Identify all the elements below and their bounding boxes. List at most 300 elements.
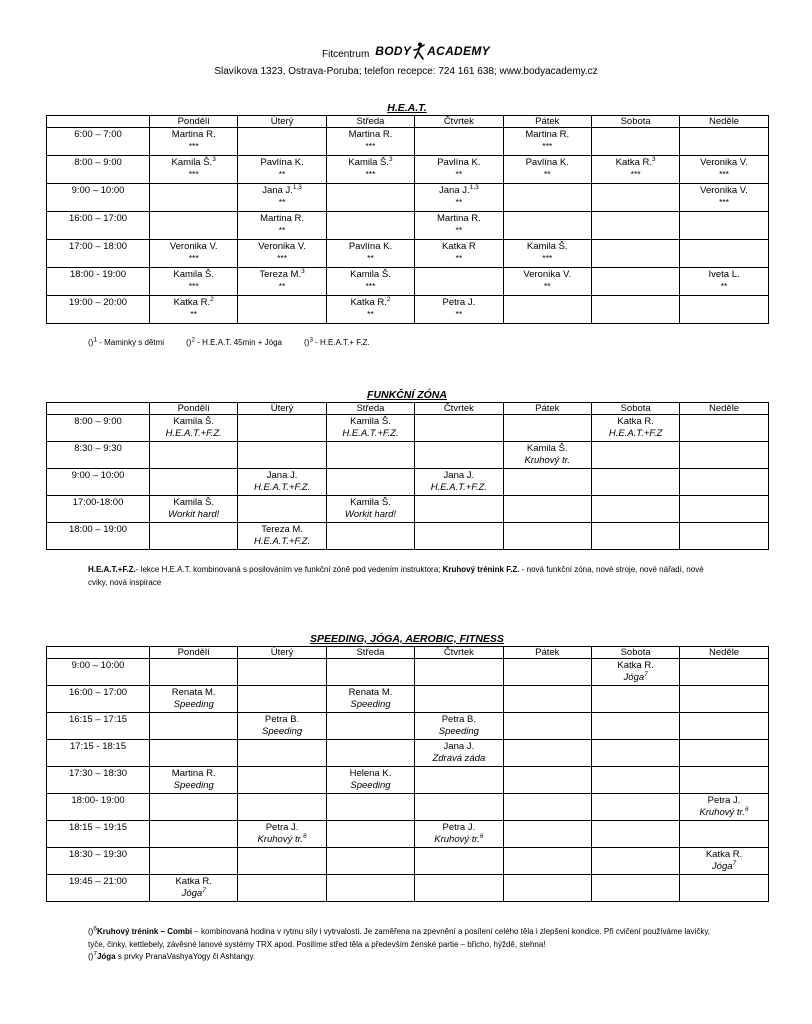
intensity-stars-text: ** bbox=[190, 309, 197, 319]
class-cell bbox=[326, 442, 414, 469]
class-type-text: Speeding bbox=[173, 699, 214, 710]
class-cell bbox=[503, 268, 591, 296]
day-header-cell: Středa bbox=[326, 116, 414, 128]
time-slot-cell: 8:00 – 9:00 bbox=[47, 156, 150, 184]
class-type bbox=[240, 834, 323, 846]
instructor-name bbox=[682, 849, 765, 861]
class-cell bbox=[680, 496, 768, 523]
intensity-stars-text: *** bbox=[542, 253, 553, 263]
instructor-name bbox=[329, 241, 412, 253]
class-cell bbox=[150, 713, 238, 740]
schedule-row bbox=[47, 442, 769, 469]
instructor-name-text: Veronika V. bbox=[258, 241, 306, 252]
heat-section bbox=[46, 102, 768, 324]
class-type-text: H.E.A.T.+F.Z. bbox=[430, 482, 487, 493]
class-cell bbox=[591, 128, 679, 156]
class-cell bbox=[150, 469, 238, 496]
class-cell bbox=[326, 268, 414, 296]
class-type-text: Workit hard! bbox=[344, 509, 397, 520]
class-cell bbox=[503, 156, 591, 184]
class-type bbox=[240, 726, 323, 738]
time-slot-cell: 17:00-18:00 bbox=[47, 496, 150, 523]
footnote-mark: 3 bbox=[212, 155, 216, 163]
class-type bbox=[682, 861, 765, 873]
instructor-name-text: Kamila Š. bbox=[350, 497, 391, 508]
class-cell bbox=[591, 415, 679, 442]
intensity-stars-text: *** bbox=[188, 169, 199, 179]
class-cell bbox=[503, 496, 591, 523]
legend-text: - H.E.A.T.+ F.Z. bbox=[315, 338, 370, 347]
instructor-name bbox=[240, 524, 323, 536]
class-cell bbox=[680, 740, 768, 767]
class-cell bbox=[238, 442, 326, 469]
intensity-stars bbox=[240, 197, 323, 208]
schedule-row bbox=[47, 128, 769, 156]
time-slot-cell: 9:00 – 10:00 bbox=[47, 469, 150, 496]
header-prefix: Fitcentrum bbox=[322, 49, 370, 60]
time-slot-cell: 16:00 – 17:00 bbox=[47, 686, 150, 713]
instructor-name bbox=[240, 241, 323, 253]
fz-note-text2: - nová funkční zóna, nové stroje, nové nářadí, nové cviky, nová inspirace bbox=[88, 565, 704, 587]
class-cell bbox=[326, 469, 414, 496]
instructor-name bbox=[329, 497, 412, 509]
class-cell bbox=[326, 659, 414, 686]
intensity-stars bbox=[417, 197, 500, 208]
instructor-name bbox=[329, 297, 412, 309]
instructor-name bbox=[417, 241, 500, 253]
instructor-name-text: Petra J. bbox=[442, 297, 476, 308]
class-type bbox=[417, 834, 500, 846]
class-type-text: Kruhový tr. bbox=[257, 834, 304, 845]
instructor-name bbox=[240, 185, 323, 197]
class-cell bbox=[680, 821, 768, 848]
instructor-name-text: Jana J. bbox=[262, 185, 293, 196]
instructor-name-text: Veronika V. bbox=[169, 241, 218, 252]
class-cell bbox=[238, 713, 326, 740]
instructor-name bbox=[417, 213, 500, 225]
fz-section bbox=[46, 389, 768, 550]
intensity-stars bbox=[417, 253, 500, 264]
instructor-name-text: Veronika V. bbox=[700, 157, 748, 168]
instructor-name-text: Kamila Š. bbox=[526, 241, 568, 252]
class-cell bbox=[326, 415, 414, 442]
footnote-mark: 7 bbox=[644, 670, 648, 678]
class-type-text: Workit hard! bbox=[168, 509, 220, 520]
class-cell bbox=[591, 875, 679, 902]
class-type-text: H.E.A.T.+F.Z. bbox=[342, 428, 399, 439]
class-type-text: Zdravá záda bbox=[432, 753, 486, 764]
class-cell bbox=[326, 212, 414, 240]
intensity-stars bbox=[152, 169, 235, 180]
intensity-stars bbox=[682, 197, 765, 208]
instructor-name-text: Katka R. bbox=[617, 660, 654, 671]
class-type-text: H.E.A.T.+F.Z. bbox=[165, 428, 222, 439]
time-slot-cell: 16:00 – 17:00 bbox=[47, 212, 150, 240]
instructor-name bbox=[682, 795, 765, 807]
instructor-name-text: Pavlína K. bbox=[260, 157, 304, 168]
instructor-name-text: Petra J. bbox=[707, 795, 741, 806]
intensity-stars-text: ** bbox=[543, 281, 551, 291]
instructor-name-text: Katka R. bbox=[350, 297, 387, 308]
sjaf-note-term2: Jóga bbox=[96, 952, 116, 961]
header-address: Slavíkova 1323, Ostrava-Poruba; telefon recepce: 724 161 638; www.bodyacademy.cz bbox=[214, 66, 598, 77]
instructor-name-text: Petra B. bbox=[264, 714, 300, 725]
instructor-name-text: Jana J. bbox=[266, 470, 298, 481]
schedule-row bbox=[47, 156, 769, 184]
class-cell bbox=[150, 128, 238, 156]
instructor-name bbox=[329, 768, 412, 780]
legend-mark: 2 bbox=[191, 336, 196, 344]
dancer-icon bbox=[413, 42, 425, 60]
class-cell bbox=[326, 156, 414, 184]
class-cell bbox=[503, 212, 591, 240]
time-slot-cell: 19:45 – 21:00 bbox=[47, 875, 150, 902]
class-cell bbox=[680, 128, 768, 156]
class-cell bbox=[326, 740, 414, 767]
instructor-name-text: Jana J. bbox=[443, 470, 475, 481]
intensity-stars-text: ** bbox=[455, 169, 463, 179]
class-cell bbox=[238, 686, 326, 713]
schedule-row bbox=[47, 794, 769, 821]
instructor-name bbox=[417, 157, 500, 169]
class-cell bbox=[238, 794, 326, 821]
instructor-name-text: Kamila Š. bbox=[171, 157, 213, 168]
legend-text: - Maminky s dětmi bbox=[99, 338, 165, 347]
footnote-mark: 2 bbox=[386, 295, 391, 303]
intensity-stars-text: *** bbox=[188, 281, 199, 291]
intensity-stars-text: *** bbox=[188, 253, 199, 263]
schedule-row bbox=[47, 821, 769, 848]
class-cell bbox=[150, 240, 238, 268]
intensity-stars bbox=[240, 253, 323, 264]
class-cell bbox=[150, 848, 238, 875]
class-cell bbox=[415, 875, 503, 902]
day-header-cell: Neděle bbox=[680, 647, 768, 659]
time-slot-cell: 8:30 – 9:30 bbox=[47, 442, 150, 469]
class-cell bbox=[503, 713, 591, 740]
day-header-cell: Sobota bbox=[591, 116, 679, 128]
instructor-name bbox=[152, 497, 235, 509]
instructor-name bbox=[152, 297, 235, 309]
intensity-stars-text: ** bbox=[455, 309, 463, 319]
schedule-row bbox=[47, 212, 769, 240]
instructor-name-text: Veronika V. bbox=[523, 269, 572, 280]
class-cell bbox=[238, 659, 326, 686]
class-cell bbox=[680, 296, 768, 324]
day-header-cell: Pondělí bbox=[150, 116, 238, 128]
instructor-name-text: Petra J. bbox=[265, 822, 299, 833]
class-cell bbox=[150, 659, 238, 686]
legend-item: ()$^3$ - H.E.A.T.+ F.Z. bbox=[303, 336, 370, 347]
day-header-cell: Středa bbox=[326, 403, 414, 415]
instructor-name bbox=[152, 269, 235, 281]
class-type bbox=[417, 753, 500, 765]
class-type-text: Jóga bbox=[181, 888, 203, 899]
intensity-stars bbox=[682, 281, 765, 292]
intensity-stars-text: ** bbox=[367, 253, 374, 263]
instructor-name bbox=[329, 129, 412, 141]
class-cell bbox=[150, 767, 238, 794]
schedule-row bbox=[47, 296, 769, 324]
instructor-name-text: Petra B. bbox=[441, 714, 477, 725]
day-header-cell: Pátek bbox=[503, 403, 591, 415]
class-cell bbox=[680, 442, 768, 469]
intensity-stars-text: ** bbox=[278, 169, 286, 179]
schedule-row bbox=[47, 686, 769, 713]
time-slot-cell: 19:00 – 20:00 bbox=[47, 296, 150, 324]
class-cell bbox=[150, 156, 238, 184]
class-cell bbox=[150, 415, 238, 442]
class-type-text: H.E.A.T.+F.Z. bbox=[253, 482, 311, 493]
class-cell bbox=[591, 523, 679, 550]
instructor-name-text: Iveta L. bbox=[708, 269, 740, 280]
instructor-name-text: Tereza M. bbox=[259, 269, 302, 280]
time-slot-cell: 16:15 – 17:15 bbox=[47, 713, 150, 740]
sjaf-note-mark1: 6 bbox=[93, 925, 97, 933]
instructor-name bbox=[417, 185, 500, 197]
sjaf-section bbox=[46, 633, 768, 902]
instructor-name-text: Kamila Š. bbox=[350, 416, 391, 427]
intensity-stars bbox=[417, 225, 500, 236]
footnote-mark: 3 bbox=[652, 155, 656, 163]
class-cell bbox=[238, 848, 326, 875]
time-slot-cell: 18:15 – 19:15 bbox=[47, 821, 150, 848]
instructor-name-text: Kamila Š. bbox=[526, 443, 568, 454]
class-type bbox=[594, 672, 677, 684]
class-cell bbox=[680, 184, 768, 212]
instructor-name-text: Kamila Š. bbox=[173, 269, 215, 280]
intensity-stars-text: *** bbox=[277, 253, 288, 263]
class-cell bbox=[238, 415, 326, 442]
intensity-stars-text: ** bbox=[278, 281, 286, 291]
day-header-cell: Neděle bbox=[680, 116, 768, 128]
class-cell bbox=[238, 523, 326, 550]
time-slot-cell: 9:00 – 10:00 bbox=[47, 184, 150, 212]
class-cell bbox=[680, 686, 768, 713]
instructor-name-text: Tereza M. bbox=[261, 524, 303, 535]
class-type bbox=[329, 428, 412, 440]
class-type-text: Speeding bbox=[173, 780, 214, 791]
instructor-name bbox=[329, 416, 412, 428]
intensity-stars bbox=[152, 281, 235, 292]
class-cell bbox=[415, 156, 503, 184]
class-cell bbox=[680, 875, 768, 902]
class-cell bbox=[326, 821, 414, 848]
instructor-name-text: Jana J. bbox=[439, 185, 470, 196]
class-cell bbox=[415, 415, 503, 442]
class-cell bbox=[150, 496, 238, 523]
class-cell bbox=[415, 212, 503, 240]
class-cell bbox=[415, 821, 503, 848]
class-type bbox=[240, 482, 323, 494]
instructor-name-text: Kamila Š. bbox=[348, 157, 389, 168]
class-cell bbox=[503, 184, 591, 212]
instructor-name bbox=[682, 185, 765, 197]
instructor-name-text: Katka R. bbox=[615, 157, 653, 168]
heat-legend bbox=[88, 337, 370, 350]
sjaf-title: SPEEDING, JÓGA, AEROBIC, FITNESS bbox=[310, 633, 504, 645]
heat-schedule-table bbox=[46, 115, 769, 324]
instructor-name-text: Martina R. bbox=[171, 768, 216, 779]
schedule-row bbox=[47, 469, 769, 496]
header-time-corner bbox=[47, 116, 150, 128]
instructor-name bbox=[506, 443, 589, 455]
schedule-row bbox=[47, 875, 769, 902]
class-cell bbox=[150, 794, 238, 821]
footnote-mark: 3 bbox=[388, 155, 393, 163]
class-cell bbox=[326, 848, 414, 875]
instructor-name-text: Katka R bbox=[441, 241, 476, 252]
class-type bbox=[329, 699, 412, 711]
footnote-mark: 7 bbox=[732, 859, 737, 867]
schedule-row bbox=[47, 713, 769, 740]
class-cell bbox=[150, 821, 238, 848]
class-cell bbox=[503, 848, 591, 875]
class-cell bbox=[238, 128, 326, 156]
class-type-text: Jóga bbox=[623, 672, 645, 683]
day-header-cell: Úterý bbox=[238, 647, 326, 659]
instructor-name bbox=[506, 157, 589, 169]
class-type bbox=[152, 888, 235, 900]
header-time-corner bbox=[47, 647, 150, 659]
instructor-name-text: Kamila Š. bbox=[173, 497, 215, 508]
class-cell bbox=[238, 767, 326, 794]
time-slot-cell: 18:30 – 19:30 bbox=[47, 848, 150, 875]
instructor-name bbox=[329, 269, 412, 281]
time-slot-cell: 18:00 - 19:00 bbox=[47, 268, 150, 296]
legend-mark: 3 bbox=[309, 336, 313, 344]
intensity-stars-text: *** bbox=[188, 141, 199, 151]
class-cell bbox=[415, 240, 503, 268]
class-cell bbox=[415, 268, 503, 296]
intensity-stars-text: *** bbox=[542, 141, 553, 151]
time-slot-cell: 17:15 - 18:15 bbox=[47, 740, 150, 767]
time-slot-cell: 17:00 – 18:00 bbox=[47, 240, 150, 268]
instructor-name bbox=[152, 241, 235, 253]
class-cell bbox=[415, 469, 503, 496]
class-cell bbox=[326, 128, 414, 156]
footnote-mark: 1,3 bbox=[469, 183, 479, 191]
class-cell bbox=[326, 875, 414, 902]
class-type-text: Kruhový tr. bbox=[434, 834, 480, 845]
intensity-stars-text: ** bbox=[278, 225, 286, 235]
intensity-stars bbox=[240, 169, 323, 180]
instructor-name bbox=[329, 687, 412, 699]
class-cell bbox=[591, 496, 679, 523]
instructor-name-text: Kamila Š. bbox=[350, 269, 391, 280]
schedule-row bbox=[47, 767, 769, 794]
class-cell bbox=[238, 268, 326, 296]
class-cell bbox=[591, 821, 679, 848]
class-cell bbox=[415, 686, 503, 713]
instructor-name-text: Martina R. bbox=[260, 213, 304, 224]
instructor-name-text: Katka R. bbox=[705, 849, 743, 860]
class-cell bbox=[415, 496, 503, 523]
heat-day-header bbox=[47, 116, 769, 128]
class-cell bbox=[591, 156, 679, 184]
class-cell bbox=[591, 184, 679, 212]
class-cell bbox=[326, 184, 414, 212]
schedule-row bbox=[47, 659, 769, 686]
intensity-stars bbox=[506, 253, 589, 264]
class-cell bbox=[503, 128, 591, 156]
instructor-name-text: Kamila Š. bbox=[173, 416, 215, 427]
class-cell bbox=[326, 767, 414, 794]
sjaf-note-mark2: 7 bbox=[93, 950, 97, 958]
intensity-stars-text: *** bbox=[719, 197, 729, 207]
day-header-cell: Sobota bbox=[591, 647, 679, 659]
class-cell bbox=[415, 184, 503, 212]
instructor-name bbox=[594, 416, 677, 428]
class-cell bbox=[415, 659, 503, 686]
class-cell bbox=[591, 740, 679, 767]
class-type-text: Speeding bbox=[350, 699, 391, 710]
day-header-cell: Pondělí bbox=[150, 647, 238, 659]
instructor-name bbox=[152, 876, 235, 888]
day-header-cell: Čtvrtek bbox=[415, 116, 503, 128]
instructor-name bbox=[682, 157, 765, 169]
instructor-name bbox=[417, 822, 500, 834]
instructor-name bbox=[240, 714, 323, 726]
intensity-stars-text: ** bbox=[455, 225, 463, 235]
footnote-mark: 6 bbox=[479, 832, 484, 840]
class-cell bbox=[415, 523, 503, 550]
class-cell bbox=[503, 296, 591, 324]
intensity-stars bbox=[329, 253, 412, 264]
class-type bbox=[417, 726, 500, 738]
class-type bbox=[152, 428, 235, 440]
class-cell bbox=[503, 740, 591, 767]
intensity-stars bbox=[152, 141, 235, 152]
class-type-text: H.E.A.T.+F.Z bbox=[608, 428, 663, 439]
intensity-stars-text: ** bbox=[455, 253, 463, 263]
instructor-name bbox=[506, 129, 589, 141]
class-type bbox=[594, 428, 677, 440]
class-type-text: H.E.A.T.+F.Z. bbox=[253, 536, 311, 547]
schedule-row bbox=[47, 184, 769, 212]
class-type-text: Kruhový tr. bbox=[699, 807, 746, 818]
class-cell bbox=[591, 469, 679, 496]
schedule-row bbox=[47, 496, 769, 523]
class-cell bbox=[680, 268, 768, 296]
intensity-stars bbox=[329, 169, 412, 180]
class-cell bbox=[150, 523, 238, 550]
instructor-name bbox=[240, 470, 323, 482]
class-cell bbox=[503, 523, 591, 550]
class-cell bbox=[238, 740, 326, 767]
intensity-stars bbox=[417, 169, 500, 180]
class-cell bbox=[150, 184, 238, 212]
logo-text-left: BODY bbox=[375, 44, 412, 58]
fz-day-header bbox=[47, 403, 769, 415]
time-slot-cell: 6:00 – 7:00 bbox=[47, 128, 150, 156]
class-cell bbox=[503, 659, 591, 686]
sjaf-day-header bbox=[47, 647, 769, 659]
class-cell bbox=[326, 713, 414, 740]
instructor-name bbox=[152, 768, 235, 780]
instructor-name bbox=[417, 741, 500, 753]
class-cell bbox=[415, 128, 503, 156]
class-cell bbox=[680, 848, 768, 875]
fz-note-term1: H.E.A.T.+F.Z. bbox=[88, 565, 136, 574]
footnote-mark: 1,3 bbox=[292, 183, 302, 191]
instructor-name bbox=[594, 660, 677, 672]
intensity-stars bbox=[506, 281, 589, 292]
class-cell bbox=[415, 848, 503, 875]
instructor-name bbox=[417, 470, 500, 482]
instructor-name-text: Helena K. bbox=[349, 768, 392, 779]
class-cell bbox=[150, 740, 238, 767]
